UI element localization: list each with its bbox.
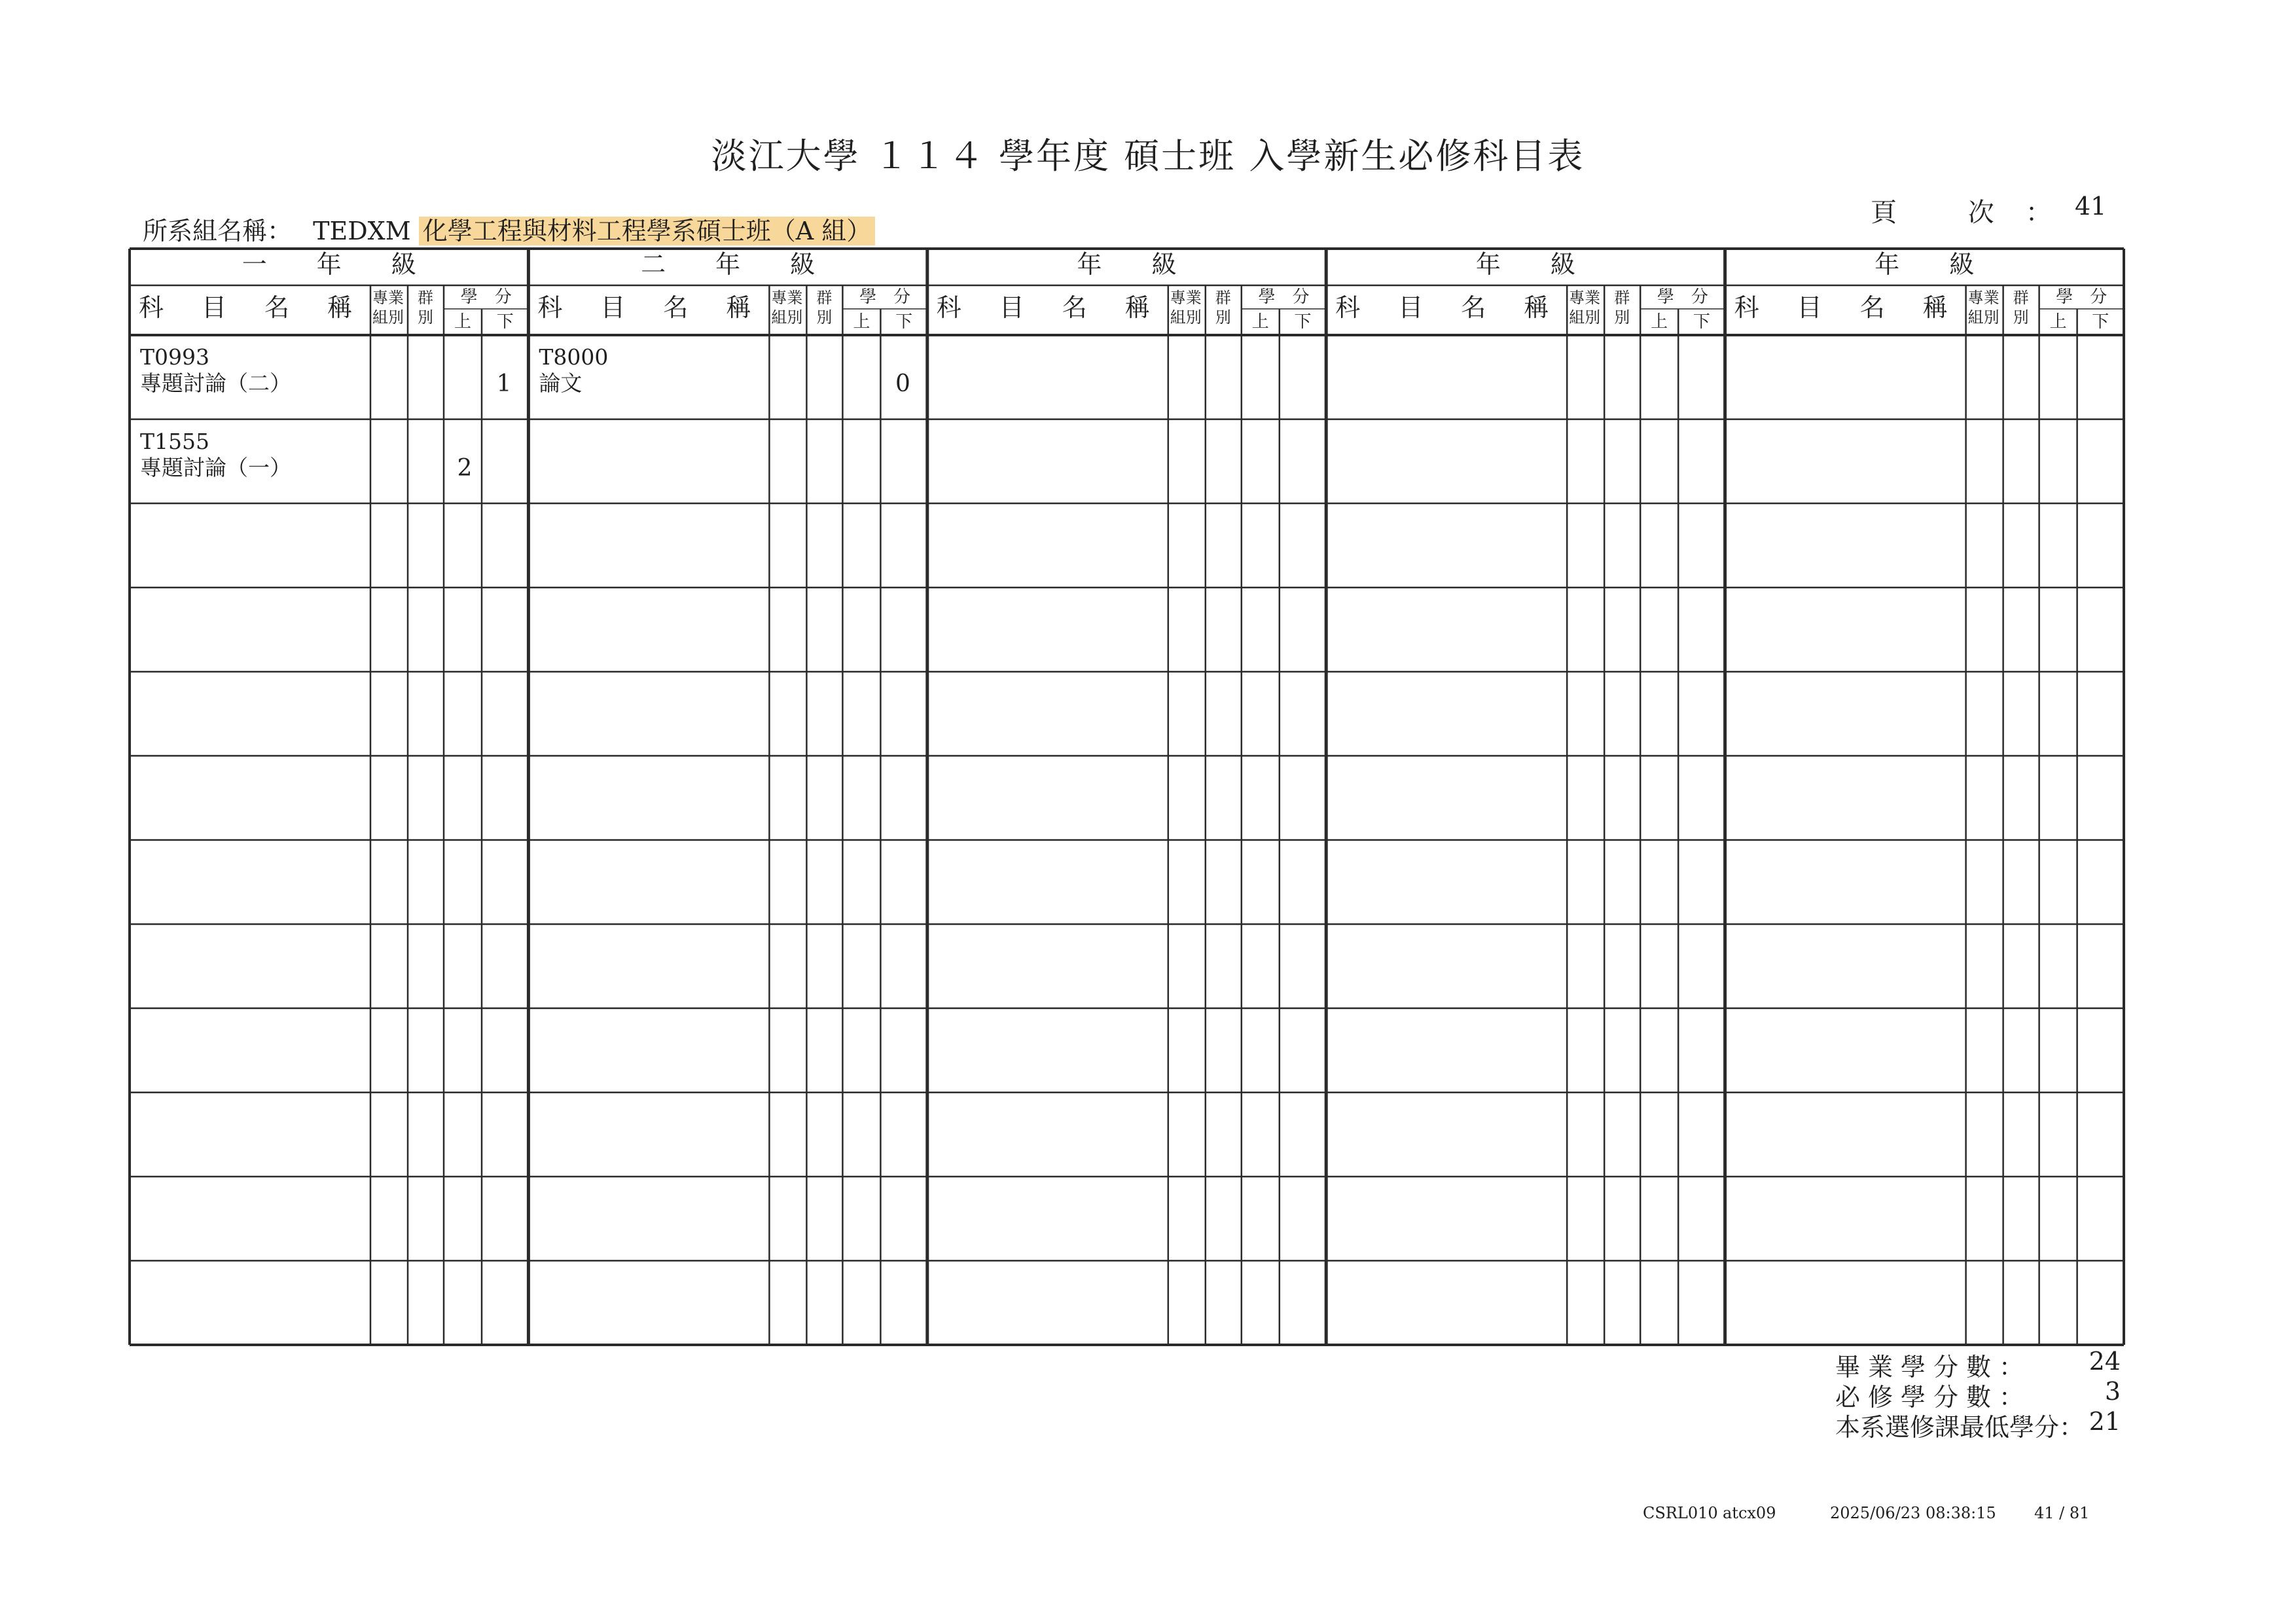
grade-header: 年 級 [1077, 250, 1177, 279]
department-code: TEDXM [313, 217, 411, 245]
credits-header: 學 分 [460, 287, 512, 307]
elective-credits-value: 21 [2089, 1407, 2121, 1436]
footer-user: atcx09 [1723, 1504, 1776, 1522]
graduation-credits-value: 24 [2089, 1347, 2121, 1376]
credits-header: 學 分 [1657, 287, 1708, 307]
credits-header: 學 分 [859, 287, 911, 307]
group-header: 群別 [816, 289, 833, 327]
course-name: 專題討論（一） [140, 454, 291, 480]
course-code: T0993 [140, 344, 209, 370]
subject-name-header: 科 目 名 稱 [1734, 293, 1954, 322]
elective-credits-label: 本系選修課最低學分： [1835, 1413, 2085, 1442]
first-semester-header: 上 [853, 312, 870, 332]
subject-name-header: 科 目 名 稱 [139, 293, 359, 322]
group-header: 群別 [1614, 289, 1630, 327]
footer-timestamp: 2025/06/23 08:38:15 [1830, 1504, 1996, 1522]
grade-header: 一 年 級 [242, 250, 416, 279]
first-semester-header: 上 [454, 312, 471, 332]
group-header: 群別 [418, 289, 433, 327]
second-semester-header: 下 [496, 312, 514, 332]
course-credit-second: 1 [496, 370, 512, 397]
footer-page-count: 41 / 81 [2034, 1504, 2090, 1522]
major-group-header: 專業組別 [1569, 289, 1601, 327]
course-code: T1555 [140, 428, 209, 454]
required-credits-label: 必修學分數： [1835, 1383, 2032, 1412]
subject-name-header: 科 目 名 稱 [1335, 293, 1556, 322]
course-credit-second: 0 [895, 370, 910, 397]
first-semester-header: 上 [1251, 312, 1269, 332]
group-header: 群別 [2013, 289, 2029, 327]
grade-header: 年 級 [1475, 250, 1575, 279]
credits-header: 學 分 [2056, 287, 2108, 307]
major-group-header: 專業組別 [1170, 289, 1202, 327]
major-group-header: 專業組別 [1967, 289, 2000, 327]
first-semester-header: 上 [1651, 312, 1668, 332]
required-credits-value: 3 [2104, 1377, 2121, 1406]
department-label: 所系組名稱： [143, 217, 293, 245]
document-title: 淡江大學 １１４ 學年度 碩士班 入學新生必修科目表 [711, 135, 1585, 177]
grade-header: 二 年 級 [641, 250, 816, 279]
footer-report-id: CSRL010 [1643, 1504, 1718, 1522]
page-number: 41 [2075, 192, 2107, 221]
course-name: 論文 [539, 370, 583, 396]
second-semester-header: 下 [1294, 312, 1312, 332]
first-semester-header: 上 [2049, 312, 2067, 332]
course-code: T8000 [539, 344, 609, 370]
second-semester-header: 下 [2092, 312, 2109, 332]
page-label: 頁 次： [1871, 198, 2083, 228]
group-header: 群別 [1215, 289, 1231, 327]
course-credit-first: 2 [457, 454, 473, 482]
credits-header: 學 分 [1258, 287, 1310, 307]
course-name: 專題討論（二） [140, 370, 291, 396]
subject-name-header: 科 目 名 稱 [537, 293, 758, 322]
grade-header: 年 級 [1874, 250, 1975, 279]
major-group-header: 專業組別 [372, 289, 404, 327]
second-semester-header: 下 [1693, 312, 1710, 332]
department-name: 化學工程與材料工程學系碩士班（A 組） [419, 217, 876, 245]
second-semester-header: 下 [895, 312, 913, 332]
graduation-credits-label: 畢業學分數： [1835, 1353, 2032, 1382]
major-group-header: 專業組別 [771, 289, 803, 327]
subject-name-header: 科 目 名 稱 [936, 293, 1157, 322]
